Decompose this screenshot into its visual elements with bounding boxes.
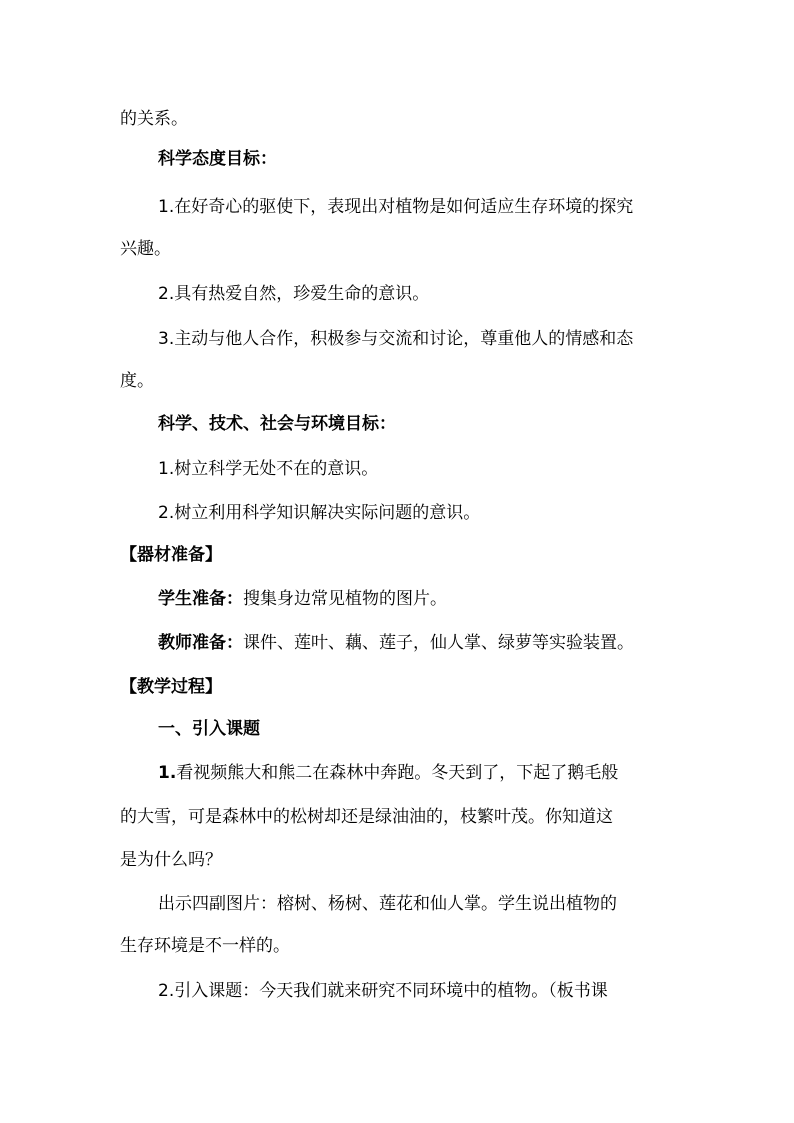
- teacher-prep-line: [158, 632, 680, 654]
- text-line: 3.主动与他人合作，积极参与交流和讨论，尊重他人的情感和态: [158, 329, 634, 349]
- student-prep-text: 搜集身边常见植物的图片。: [243, 589, 447, 609]
- text-line: 的关系。: [120, 109, 188, 129]
- text-line: 出示四副图片：榕树、杨树、莲花和仙人掌。学生说出植物的: [158, 894, 617, 914]
- text-line: 2.具有热爱自然，珍爱生命的意识。: [158, 284, 430, 304]
- step-number: 1.: [158, 763, 177, 783]
- text-line: 1.在好奇心的驱使下，表现出对植物是如何适应生存环境的探究: [158, 197, 634, 217]
- teacher-prep-text: 课件、莲叶、藕、莲子，仙人掌、绿萝等实验装置。: [243, 633, 634, 653]
- text-line: 是为什么吗？: [120, 850, 222, 870]
- text-line: [158, 762, 680, 784]
- section-heading: 【教学过程】: [120, 677, 222, 697]
- text-line: 兴趣。: [120, 239, 171, 259]
- step-text: 看视频熊大和熊二在森林中奔跑。冬天到了，下起了鹅毛般: [176, 763, 619, 783]
- text-line: 的大雪，可是森林中的松树却还是绿油油的，枝繁叶茂。你知道这: [120, 807, 613, 827]
- student-prep-line: [158, 588, 680, 610]
- text-line: 生存环境是不一样的。: [120, 936, 290, 956]
- student-prep-label: 学生准备：: [158, 589, 243, 609]
- teacher-prep-label: 教师准备：: [158, 633, 243, 653]
- section-heading: 科学、技术、社会与环境目标：: [158, 414, 396, 434]
- section-heading: 科学态度目标：: [158, 149, 277, 169]
- text-line: 度。: [120, 371, 154, 391]
- text-line: 2.引入课题：今天我们就来研究不同环境中的植物。（板书课: [158, 981, 608, 1001]
- text-line: 2.树立利用科学知识解决实际问题的意识。: [158, 503, 481, 523]
- section-heading: 【器材准备】: [120, 545, 222, 565]
- text-line: 1.树立科学无处不在的意识。: [158, 459, 379, 479]
- section-heading: 一、引入课题: [158, 719, 260, 739]
